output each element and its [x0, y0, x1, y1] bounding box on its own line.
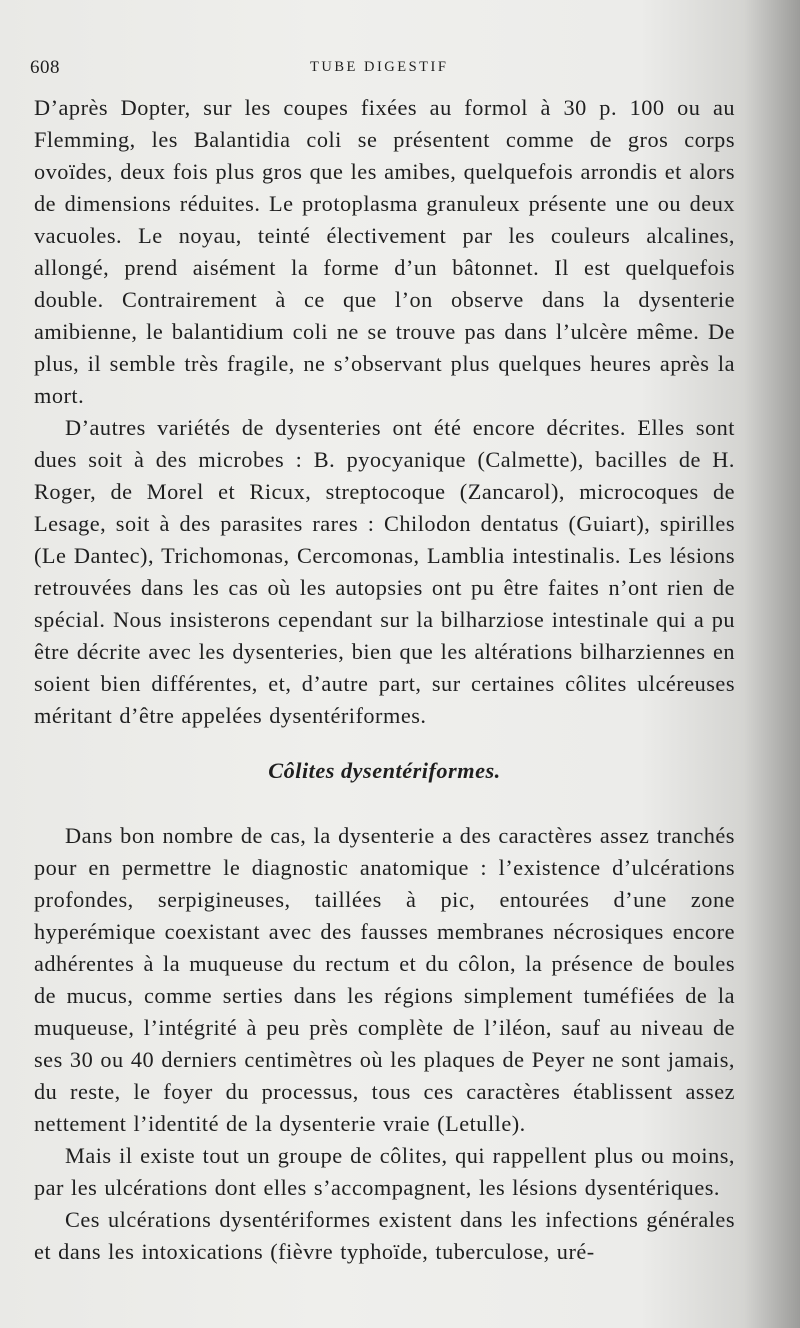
paragraph-ulcerations: Ces ulcérations dysentériformes existent dans les infections générales et dans les intoxications (fièvre typhoïde, tuberculose, uré- [34, 1207, 735, 1264]
page-number: 608 [30, 57, 60, 78]
paragraph-anatomic-diagnosis: Dans bon nombre de cas, la dysenterie a des caractères assez tranchés pour en permettre le diagnostic anatomique : l’existence d’ulcérations profondes, serpigineuses, taillées à pic, entourées d’une zone hyperémique coexistant avec des fausses membranes nécrosiques encore adhérentes à la muqueuse du rectum et du côlon, la présence de boules de mucus, comme serties dans les régions simplement tuméfiées de la muqueuse, l’intégrité à peu près complète de l’iléon, sauf au niveau de ses 30 ou 40 derniers centimètres où les plaques de Peyer ne sont jamais, du reste, le foyer du processus, tous ces caractères établissent assez nettement l’identité de la dysenterie vraie (Letulle). [34, 823, 735, 1136]
paragraph-colites-group: Mais il existe tout un groupe de côlites, qui rappellent plus ou moins, par les ulcérations dont elles s’accompagnent, les lésions dysentériques. [34, 1143, 735, 1200]
page-header [30, 57, 750, 87]
section-heading: Côlites dysentériformes. [268, 758, 501, 783]
paragraph-other-dysenteries: D’autres variétés de dysenteries ont été encore décrites. Elles sont dues soit à des microbes : B. pyocyanique (Calmette), bacilles de H. Roger, de Morel et Ricux, streptocoque (Zancarol), microcoques de Lesage, soit à des parasites rares : Chilodon dentatus (Guiart), spirilles (Le Dantec), Trichomonas, Cercomonas, Lamblia intestinalis. Les lésions retrouvées dans les cas où les autopsies ont pu être faites n’ont rien de spécial. Nous insisterons cependant sur la bilharziose intestinale qui a pu être décrite avec les dysenteries, bien que les altérations bilharziennes en soient bien différentes, et, d’autre part, sur certaines côlites ulcéreuses méritant d’être appelées dysentériformes. [34, 415, 735, 728]
text-block-top [34, 92, 735, 732]
text-block-bottom [34, 820, 735, 1268]
paragraph-balantidium: D’après Dopter, sur les coupes fixées au formol à 30 p. 100 ou au Flemming, les Balantidia coli se présentent comme de gros corps ovoïdes, deux fois plus gros que les amibes, quelquefois arrondis et alors de dimensions réduites. Le protoplasma granuleux présente une ou deux vacuoles. Le noyau, teinté électivement par les couleurs alcalines, allongé, prend aisément la forme d’un bâtonnet. Il est quelquefois double. Contrairement à ce que l’on observe dans la dysenterie amibienne, le balantidium coli ne se trouve pas dans l’ulcère même. De plus, il semble très fragile, ne s’observant plus quelques heures après la mort. [34, 95, 735, 408]
running-title: TUBE DIGESTIF [310, 59, 449, 75]
